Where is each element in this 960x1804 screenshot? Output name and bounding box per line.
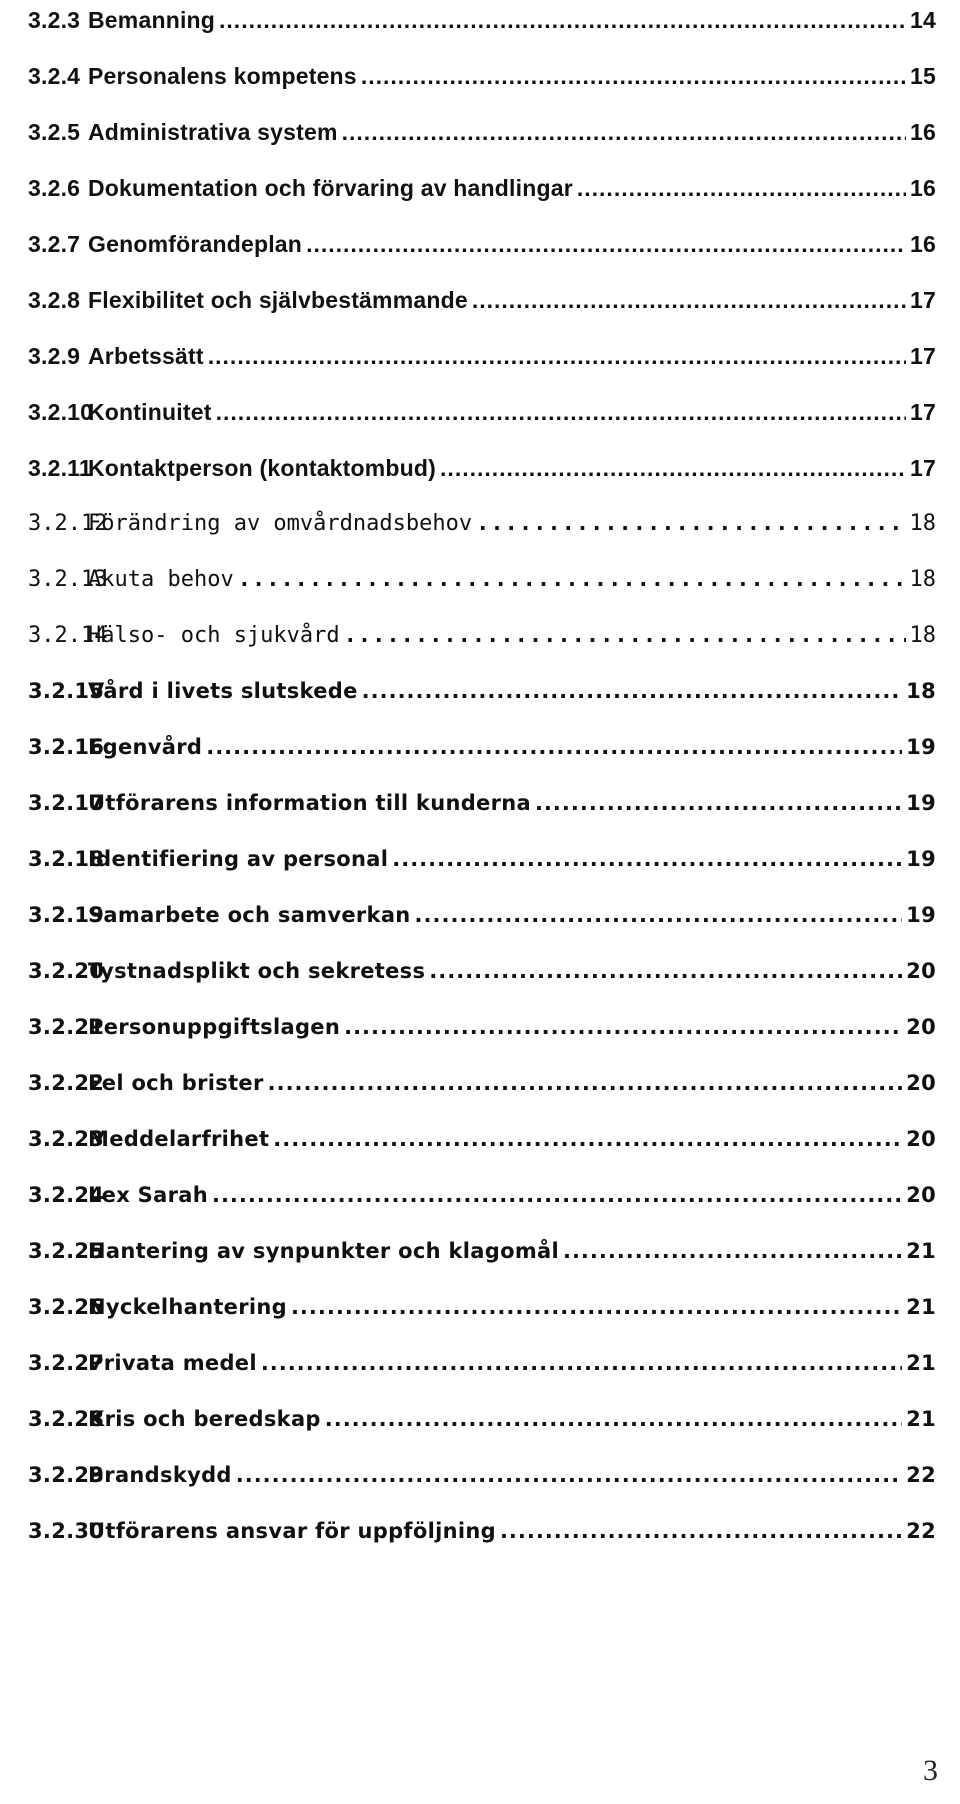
toc-entry-number: 3.2.21 bbox=[28, 1015, 105, 1039]
toc-entry-page: 19 bbox=[906, 735, 936, 759]
toc-entry-number: 3.2.28 bbox=[28, 1407, 105, 1431]
toc-dot-leader bbox=[261, 1349, 902, 1377]
toc-entry[interactable] bbox=[28, 162, 936, 202]
toc-entry-page: 18 bbox=[906, 679, 936, 703]
toc-dot-leader bbox=[362, 677, 903, 705]
toc-entry-number: 3.2.12 bbox=[28, 511, 108, 536]
toc-entry-title: Vård i livets slutskede bbox=[88, 679, 358, 703]
toc-entry-title: Genomförandeplan bbox=[88, 231, 303, 257]
toc-entry-number: 3.2.17 bbox=[28, 791, 105, 815]
toc-entry[interactable] bbox=[28, 330, 936, 370]
toc-entry-page: 21 bbox=[906, 1239, 936, 1263]
toc-entry-number: 3.2.14 bbox=[28, 623, 108, 648]
toc-dot-leader bbox=[563, 1237, 902, 1265]
toc-entry-number: 3.2.10 bbox=[28, 399, 94, 425]
toc-entry-title: Förändring av omvårdnadsbehov bbox=[88, 511, 473, 536]
toc-entry-title: Dokumentation och förvaring av handlingar bbox=[88, 175, 573, 201]
toc-entry-number: 3.2.18 bbox=[28, 847, 105, 871]
toc-entry[interactable] bbox=[28, 721, 936, 761]
toc-entry[interactable] bbox=[28, 665, 936, 705]
toc-entry-page: 18 bbox=[909, 511, 936, 536]
toc-dot-leader bbox=[476, 510, 905, 538]
toc-dot-leader bbox=[291, 1293, 902, 1321]
toc-entry-title: Bemanning bbox=[88, 7, 216, 33]
toc-entry-title: Personalens kompetens bbox=[88, 63, 357, 89]
toc-dot-leader bbox=[429, 957, 902, 985]
toc-dot-leader bbox=[212, 1181, 902, 1209]
toc-entry[interactable] bbox=[28, 1057, 936, 1097]
toc-entry-number: 3.2.9 bbox=[28, 343, 81, 369]
toc-entry[interactable] bbox=[28, 777, 936, 817]
toc-dot-leader bbox=[535, 789, 902, 817]
toc-entry-number: 3.2.20 bbox=[28, 959, 105, 983]
toc-entry[interactable] bbox=[28, 498, 936, 538]
toc-entry[interactable] bbox=[28, 1393, 936, 1433]
toc-entry[interactable] bbox=[28, 833, 936, 873]
toc-entry-title: Meddelarfrihet bbox=[88, 1127, 270, 1151]
toc-entry-page: 20 bbox=[906, 1127, 936, 1151]
toc-entry-title: Kris och beredskap bbox=[88, 1407, 321, 1431]
toc-entry[interactable] bbox=[28, 554, 936, 594]
toc-entry-page: 14 bbox=[910, 7, 936, 33]
toc-dot-leader bbox=[577, 174, 906, 202]
toc-dot-leader bbox=[306, 230, 906, 258]
toc-entry-page: 15 bbox=[910, 63, 936, 89]
toc-entry-page: 16 bbox=[910, 231, 936, 257]
toc-entry[interactable] bbox=[28, 1337, 936, 1377]
toc-entry-title: Samarbete och samverkan bbox=[88, 903, 411, 927]
toc-dot-leader bbox=[208, 342, 906, 370]
toc-dot-leader bbox=[325, 1405, 902, 1433]
toc-entry[interactable] bbox=[28, 0, 936, 34]
toc-entry-page: 16 bbox=[910, 175, 936, 201]
toc-entry-page: 18 bbox=[909, 623, 936, 648]
toc-entry-page: 16 bbox=[910, 119, 936, 145]
toc-dot-leader bbox=[268, 1069, 903, 1097]
toc-entry[interactable] bbox=[28, 1001, 936, 1041]
toc-entry-title: Arbetssätt bbox=[88, 343, 204, 369]
toc-entry[interactable] bbox=[28, 106, 936, 146]
toc-entry-number: 3.2.19 bbox=[28, 903, 105, 927]
toc-entry-page: 19 bbox=[906, 791, 936, 815]
toc-dot-leader bbox=[273, 1125, 902, 1153]
toc-dot-leader bbox=[219, 6, 906, 34]
toc-entry-title: Akuta behov bbox=[88, 567, 234, 592]
toc-dot-leader bbox=[236, 1461, 902, 1489]
toc-dot-leader bbox=[415, 901, 903, 929]
toc-dot-leader bbox=[238, 566, 906, 594]
toc-entry-title: Identifiering av personal bbox=[88, 847, 389, 871]
toc-entry-title: Fel och brister bbox=[88, 1071, 264, 1095]
toc-entry-page: 21 bbox=[906, 1295, 936, 1319]
toc-entry-page: 19 bbox=[906, 847, 936, 871]
toc-dot-leader bbox=[344, 622, 906, 650]
toc-entry-title: Tystnadsplikt och sekretess bbox=[88, 959, 426, 983]
toc-entry[interactable] bbox=[28, 1169, 936, 1209]
toc-entry[interactable] bbox=[28, 945, 936, 985]
toc-entry-number: 3.2.5 bbox=[28, 119, 81, 145]
toc-entry-page: 21 bbox=[906, 1407, 936, 1431]
toc-dot-leader bbox=[472, 286, 906, 314]
toc-entry-number: 3.2.7 bbox=[28, 231, 81, 257]
toc-entry[interactable] bbox=[28, 50, 936, 90]
toc-entry-title: Personuppgiftslagen bbox=[88, 1015, 341, 1039]
toc-entry-title: Lex Sarah bbox=[88, 1183, 208, 1207]
toc-entry-number: 3.2.22 bbox=[28, 1071, 105, 1095]
toc-entry-number: 3.2.24 bbox=[28, 1183, 105, 1207]
toc-entry-number: 3.2.8 bbox=[28, 287, 81, 313]
toc-entry-number: 3.2.27 bbox=[28, 1351, 105, 1375]
toc-entry-title: Utförarens information till kunderna bbox=[88, 791, 531, 815]
toc-dot-leader bbox=[392, 845, 902, 873]
toc-entry[interactable] bbox=[28, 218, 936, 258]
toc-entry[interactable] bbox=[28, 1449, 936, 1489]
toc-entry-page: 19 bbox=[906, 903, 936, 927]
toc-entry-page: 17 bbox=[910, 455, 936, 481]
toc-entry-title: Flexibilitet och självbestämmande bbox=[88, 287, 468, 313]
toc-entry-title: Egenvård bbox=[88, 735, 203, 759]
toc-entry-page: 20 bbox=[906, 1015, 936, 1039]
toc-entry-title: Nyckelhantering bbox=[88, 1295, 287, 1319]
toc-entry-number: 3.2.29 bbox=[28, 1463, 105, 1487]
toc-entry-number: 3.2.6 bbox=[28, 175, 81, 201]
toc-entry[interactable] bbox=[28, 442, 936, 482]
toc-entry-page: 17 bbox=[910, 287, 936, 313]
toc-entry[interactable] bbox=[28, 1113, 936, 1153]
toc-entry-page: 22 bbox=[906, 1519, 936, 1543]
toc-entry[interactable] bbox=[28, 610, 936, 650]
toc-dot-leader bbox=[206, 733, 902, 761]
toc-entry-title: Hälso- och sjukvård bbox=[88, 623, 340, 648]
toc-dot-leader bbox=[344, 1013, 902, 1041]
toc-entry-number: 3.2.25 bbox=[28, 1239, 105, 1263]
toc-entry-page: 17 bbox=[910, 343, 936, 369]
toc-dot-leader bbox=[440, 454, 906, 482]
toc-entry-number: 3.2.13 bbox=[28, 567, 108, 592]
toc-dot-leader bbox=[361, 62, 906, 90]
toc-entry-number: 3.2.23 bbox=[28, 1127, 105, 1151]
toc-entry-title: Utförarens ansvar för uppföljning bbox=[88, 1519, 496, 1543]
toc-entry-number: 3.2.16 bbox=[28, 735, 105, 759]
toc-entry-number: 3.2.3 bbox=[28, 7, 81, 33]
toc-entry[interactable] bbox=[28, 1505, 936, 1545]
toc-entry-title: Kontaktperson (kontaktombud) bbox=[88, 455, 437, 481]
toc-dot-leader bbox=[216, 398, 906, 426]
toc-entry-number: 3.2.30 bbox=[28, 1519, 105, 1543]
toc-entry-page: 18 bbox=[909, 567, 936, 592]
toc-entry-title: Hantering av synpunkter och klagomål bbox=[88, 1239, 559, 1263]
toc-entry[interactable] bbox=[28, 1281, 936, 1321]
toc-entry-number: 3.2.26 bbox=[28, 1295, 105, 1319]
toc-entry[interactable] bbox=[28, 386, 936, 426]
page-number: 3 bbox=[923, 1754, 938, 1787]
toc-dot-leader bbox=[342, 118, 906, 146]
toc-entry[interactable] bbox=[28, 889, 936, 929]
toc-entry-page: 17 bbox=[910, 399, 936, 425]
toc-entry-page: 22 bbox=[906, 1463, 936, 1487]
toc-entry-number: 3.2.15 bbox=[28, 679, 105, 703]
toc-entry-number: 3.2.11 bbox=[28, 455, 92, 481]
toc-entry-title: Administrativa system bbox=[88, 119, 338, 145]
toc-entry[interactable] bbox=[28, 1225, 936, 1265]
toc-entry-page: 20 bbox=[906, 1183, 936, 1207]
toc-entry-number: 3.2.4 bbox=[28, 63, 81, 89]
toc-entry-title: Brandskydd bbox=[88, 1463, 232, 1487]
toc-entry-page: 20 bbox=[906, 1071, 936, 1095]
toc-dot-leader bbox=[500, 1517, 902, 1545]
toc-entry-page: 20 bbox=[906, 959, 936, 983]
toc-entry-page: 21 bbox=[906, 1351, 936, 1375]
toc-entry[interactable] bbox=[28, 274, 936, 314]
toc-entry-title: Privata medel bbox=[88, 1351, 257, 1375]
toc-entry-title: Kontinuitet bbox=[88, 399, 212, 425]
